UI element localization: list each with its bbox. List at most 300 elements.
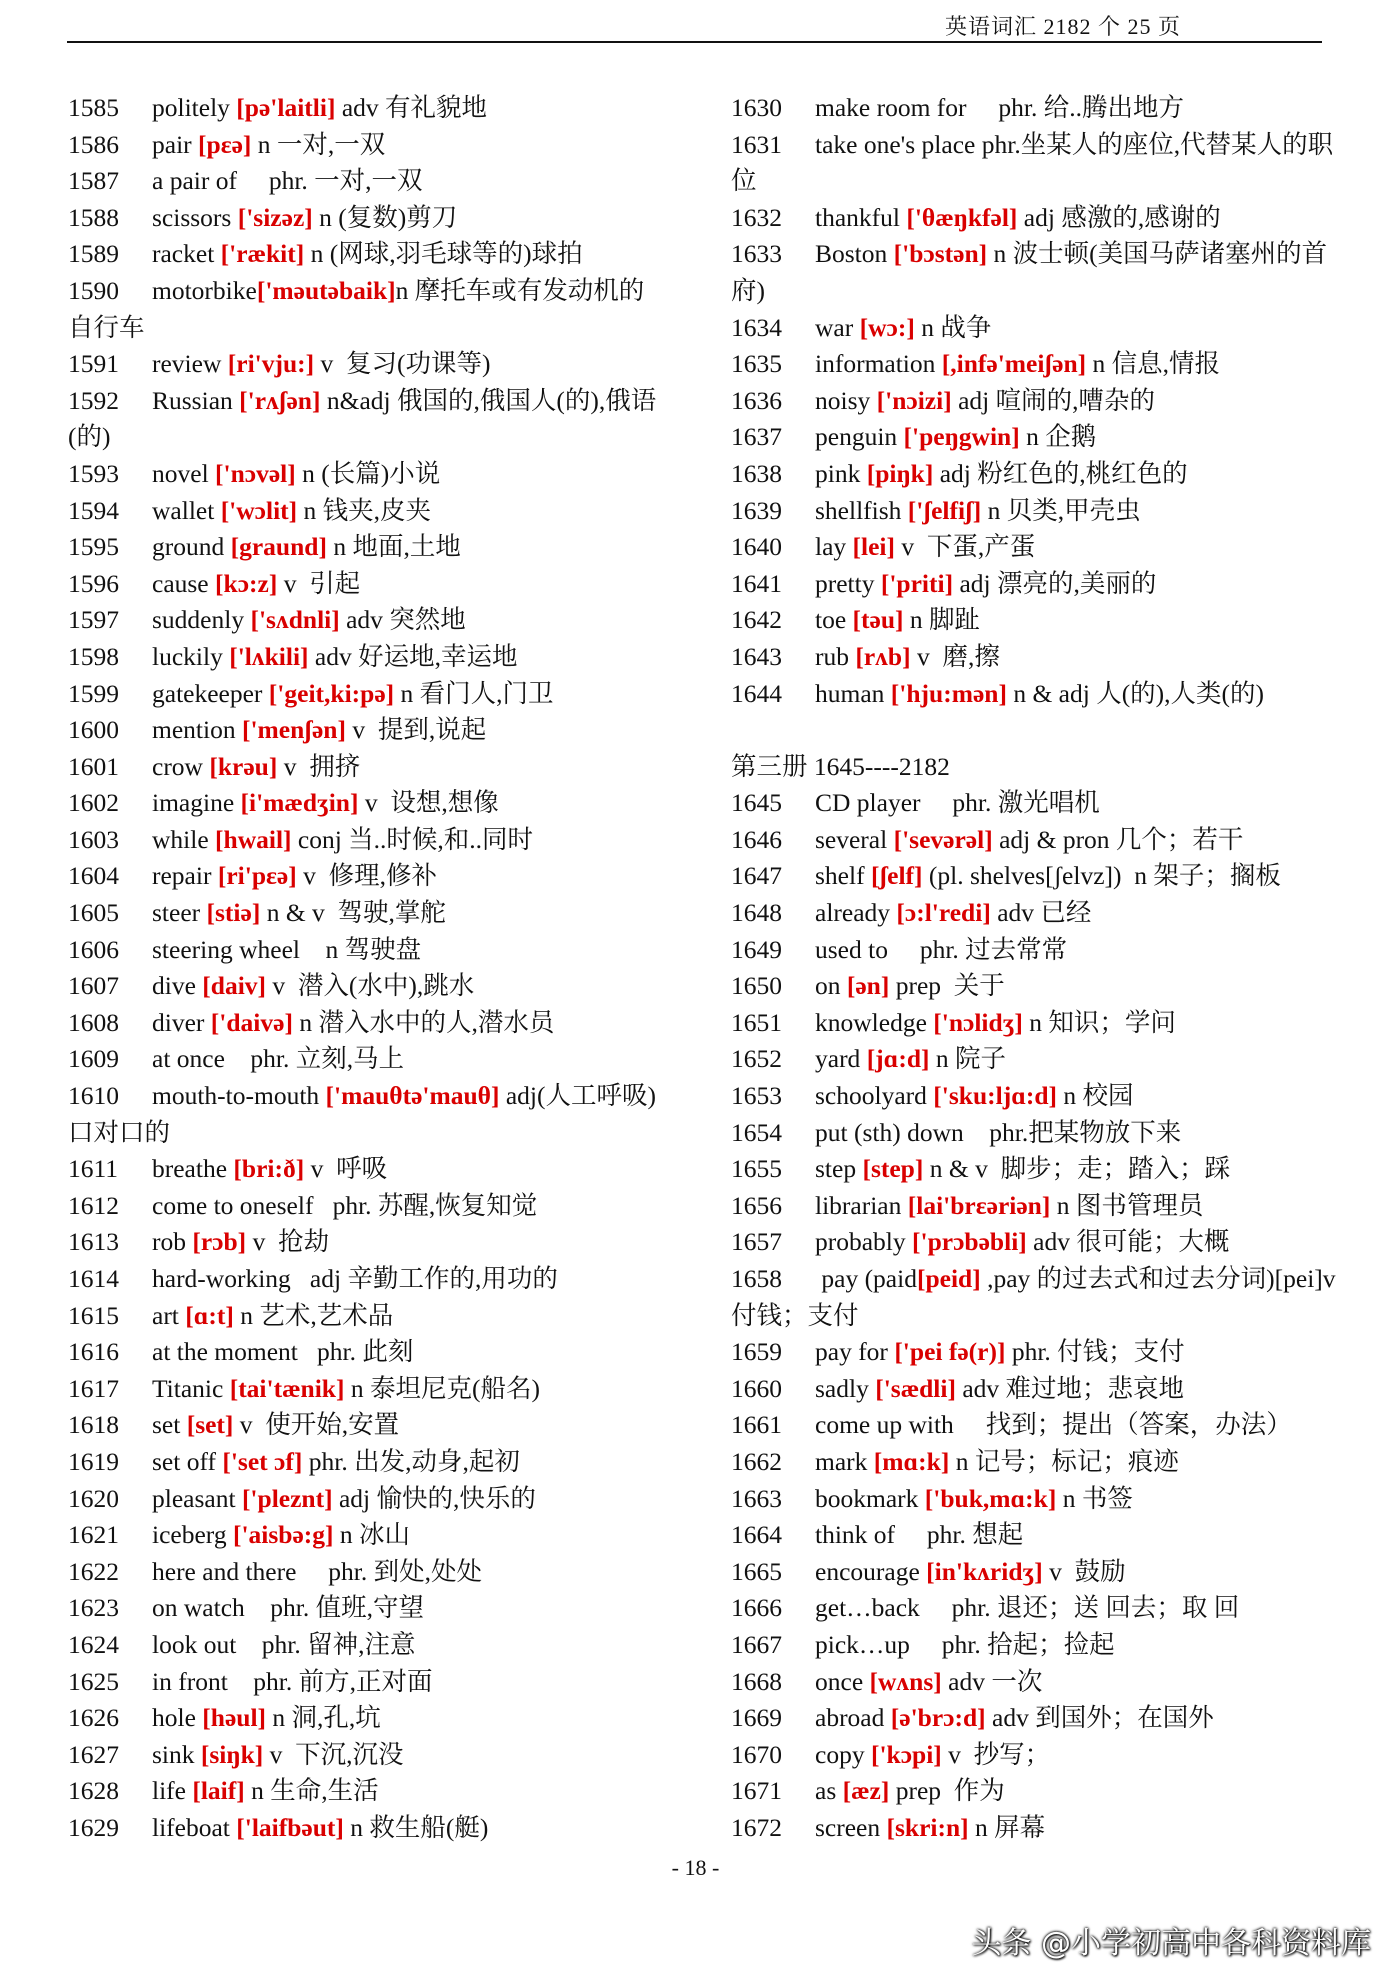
entry-definition: phr. 一对,一双	[268, 166, 423, 196]
entry-phonetic: ['θæŋkfəl]	[906, 202, 1018, 232]
entry-number: 1614	[68, 1264, 119, 1293]
entry-definition: n 洞,孔,坑	[266, 1703, 381, 1733]
vocab-entry	[731, 1700, 1351, 1737]
entry-phonetic: [i'mædʒin]	[240, 788, 359, 818]
entry-definition: n 校园	[1057, 1081, 1134, 1111]
entry-number: 1620	[68, 1483, 119, 1513]
vocab-entry	[731, 1224, 1351, 1261]
entry-definition: n 钱夹,皮夹	[297, 495, 432, 525]
entry-word: iceberg	[152, 1520, 233, 1550]
entry-definition: phr. 拾起；捡起	[941, 1629, 1115, 1659]
entry-word: used to	[815, 934, 920, 964]
entry-definition: n & v 脚步；走；踏入；踩	[923, 1154, 1231, 1184]
entry-definition: adj 感激的,感谢的	[1017, 202, 1221, 232]
entry-word: art	[152, 1300, 186, 1330]
vocab-entry	[731, 1554, 1351, 1591]
entry-definition: v 鼓励	[1042, 1556, 1126, 1586]
entry-word: lay	[815, 532, 853, 562]
entry-definition: v 潜入(水中),跳水	[266, 971, 475, 1001]
entry-phonetic: [ri'pεə]	[217, 861, 297, 891]
vocab-entry	[731, 968, 1351, 1005]
vocab-entry	[731, 1371, 1351, 1408]
entry-number: 1656	[731, 1190, 782, 1220]
entry-definition: adv 到国外；在国外	[985, 1703, 1214, 1733]
vocab-entry	[731, 1151, 1351, 1188]
entry-number: 1640	[731, 532, 782, 562]
entry-definition: phr. 给..腾出地方	[998, 93, 1184, 122]
vocab-entry	[68, 968, 668, 1005]
vocab-entry	[731, 1041, 1351, 1078]
entry-phonetic: [ʃelf]	[870, 861, 923, 891]
entry-definition: prep 作为	[889, 1776, 1005, 1806]
entry-definition: adj & pron 几个；若干	[992, 824, 1244, 854]
entry-number: 1657	[731, 1227, 782, 1257]
entry-number: 1655	[731, 1154, 782, 1184]
vocab-entry	[68, 456, 668, 493]
entry-word: scissors	[152, 202, 238, 232]
entry-phonetic: ['prɔbəbli]	[912, 1227, 1027, 1257]
entry-phonetic: [stiə]	[206, 898, 261, 928]
entry-definition: adv 好运地,幸运地	[308, 641, 518, 671]
vocab-entry	[68, 273, 668, 346]
entry-number: 1665	[731, 1556, 782, 1586]
entry-number: 1634	[731, 312, 782, 342]
entry-word: make room for	[815, 93, 999, 122]
entry-number: 1601	[68, 751, 119, 781]
vocab-entry	[731, 1773, 1351, 1810]
entry-phonetic: [bri:ð]	[233, 1154, 305, 1184]
vocab-entry	[731, 822, 1351, 859]
vocab-entry	[68, 1481, 668, 1518]
entry-number: 1594	[68, 495, 119, 525]
entry-definition: phr. 激光唱机	[952, 788, 1100, 818]
entry-definition: v 抄写；	[941, 1739, 1051, 1769]
entry-number: 1650	[731, 971, 782, 1001]
entry-number: 1633	[731, 239, 782, 269]
entry-number: 1639	[731, 495, 782, 525]
entry-definition: adv 有礼貌地	[335, 93, 488, 122]
entry-word: mark	[815, 1446, 874, 1476]
vocab-entry	[731, 456, 1351, 493]
vocab-entry	[68, 895, 668, 932]
watermark: 头条 @小学初高中各科资料库	[971, 1926, 1371, 1961]
entry-phonetic: [ən]	[846, 971, 890, 1001]
entry-phonetic: [ə'brɔ:d]	[890, 1703, 986, 1733]
entry-definition: n 贝类,甲壳虫	[981, 495, 1141, 525]
vocab-entry	[68, 236, 668, 273]
entry-definition: phr. 付钱；支付	[1005, 1337, 1185, 1367]
entry-number: 1659	[731, 1337, 782, 1367]
entry-number: 1589	[68, 239, 119, 269]
entry-phonetic: [krəu]	[209, 751, 278, 781]
entry-definition: n & v 驾驶,掌舵	[260, 898, 446, 928]
entry-number: 1637	[731, 422, 782, 452]
entry-definition: v 磨,擦	[910, 641, 1000, 671]
entry-definition: n 看门人,门卫	[394, 678, 554, 708]
vocab-entry	[731, 1810, 1351, 1847]
entry-word: racket	[152, 239, 221, 269]
entry-word: sink	[152, 1739, 201, 1769]
entry-number: 1585	[68, 93, 119, 122]
vocab-entry	[731, 1590, 1351, 1627]
entry-phonetic: ['sʌdnli]	[250, 605, 340, 635]
entry-number: 1595	[68, 532, 119, 562]
entry-definition: n 企鹅	[1019, 422, 1097, 452]
vocab-entry	[68, 1737, 668, 1774]
vocab-entry	[68, 822, 668, 859]
entry-phonetic: ['sizəz]	[237, 202, 313, 232]
entry-number: 1590	[68, 275, 119, 305]
entry-number: 1618	[68, 1410, 119, 1440]
entry-number: 1670	[731, 1739, 782, 1769]
entry-word: imagine	[152, 788, 241, 818]
entry-word: lifeboat	[152, 1812, 237, 1842]
vocab-entry	[68, 1261, 668, 1298]
entry-word: Titanic	[152, 1373, 230, 1403]
entry-number: 1609	[68, 1044, 119, 1074]
entry-number: 1651	[731, 1007, 782, 1037]
entry-definition: v 拥挤	[277, 751, 361, 781]
vocab-entry	[731, 127, 1351, 200]
vocab-entry	[731, 1407, 1351, 1444]
entry-word: steer	[152, 898, 207, 928]
entry-phonetic: ['rækit]	[220, 239, 305, 269]
vocab-entry	[68, 383, 668, 456]
entry-word: toe	[815, 605, 853, 635]
entry-number: 1649	[731, 934, 782, 964]
vocab-entry	[68, 1005, 668, 1042]
page-header-title: 英语词汇 2182 个 25 页	[944, 14, 1181, 39]
vocab-entry	[731, 200, 1351, 237]
entry-word: a pair of	[152, 166, 269, 196]
entry-word: mention	[152, 715, 242, 745]
section-gap	[731, 712, 1351, 749]
entry-phonetic: ['priti]	[880, 568, 954, 598]
entry-word: war	[815, 312, 860, 342]
entry-word: hole	[152, 1703, 203, 1733]
vocab-entry	[731, 676, 1351, 713]
entry-phonetic: ['sevərəl]	[893, 824, 993, 854]
entry-word: information	[815, 349, 942, 379]
entry-number: 1604	[68, 861, 119, 891]
entry-definition: adv 突然地	[339, 605, 466, 635]
entry-phonetic: [æz]	[842, 1776, 890, 1806]
vocab-entry	[731, 895, 1351, 932]
vocab-entry	[731, 529, 1351, 566]
entry-number: 1662	[731, 1446, 782, 1476]
entry-number: 1619	[68, 1446, 119, 1476]
vocab-entry	[731, 419, 1351, 456]
entry-word: yard	[815, 1044, 867, 1074]
entry-definition: n 泰坦尼克(船名)	[344, 1373, 540, 1403]
entry-phonetic: [graund]	[230, 532, 327, 562]
vocab-entry	[731, 1664, 1351, 1701]
entry-definition: phr. 值班,守望	[270, 1593, 424, 1623]
entry-definition: v 下蛋,产蛋	[895, 532, 1036, 562]
entry-phonetic: [həul]	[202, 1703, 267, 1733]
entry-number: 1588	[68, 202, 119, 232]
vocab-entry	[68, 1554, 668, 1591]
vocab-entry	[68, 1151, 668, 1188]
vocab-entry	[731, 310, 1351, 347]
vocab-entry	[68, 1407, 668, 1444]
entry-word: schoolyard	[815, 1081, 934, 1111]
entry-phonetic: [pə'laitli]	[236, 93, 336, 122]
entry-word: come to oneself	[152, 1190, 333, 1220]
entry-number: 1631	[731, 129, 782, 159]
entry-word: already	[815, 898, 897, 928]
entry-number: 1629	[68, 1812, 119, 1842]
entry-number: 1668	[731, 1666, 782, 1696]
entry-definition: adv 一次	[941, 1666, 1043, 1696]
entry-number: 1648	[731, 898, 782, 928]
vocab-entry	[68, 493, 668, 530]
entry-phonetic: ['pei fə(r)]	[894, 1337, 1006, 1367]
entry-number: 1607	[68, 971, 119, 1001]
entry-definition: n 院子	[929, 1044, 1007, 1074]
entry-phonetic: [ɑ:t]	[185, 1300, 234, 1330]
entry-number: 1660	[731, 1373, 782, 1403]
entry-definition: n 地面,土地	[326, 532, 461, 562]
entry-word: Boston	[815, 239, 894, 269]
vocab-entry	[68, 1664, 668, 1701]
vocab-entry	[731, 639, 1351, 676]
entry-phonetic: ['sædli]	[875, 1373, 956, 1403]
entry-phonetic: [mɑ:k]	[873, 1446, 950, 1476]
entry-word: on	[815, 971, 847, 1001]
entry-definition: conj 当..时候,和..同时	[291, 824, 534, 854]
entry-number: 1653	[731, 1081, 782, 1111]
entry-number: 1644	[731, 678, 782, 708]
vocab-entry	[68, 602, 668, 639]
entry-word: pair	[152, 129, 199, 159]
entry-definition: n (长篇)小说	[295, 458, 441, 488]
entry-number: 1596	[68, 568, 119, 598]
entry-number: 1605	[68, 898, 119, 928]
entry-number: 1664	[731, 1520, 782, 1550]
entry-definition: phr.把某物放下来	[989, 1117, 1182, 1147]
entry-phonetic: [pεə]	[198, 129, 252, 159]
entry-phonetic: ['hju:mən]	[890, 678, 1007, 708]
entry-word: screen	[815, 1812, 887, 1842]
entry-number: 1642	[731, 605, 782, 635]
entry-number: 1608	[68, 1007, 119, 1037]
entry-phonetic: [,infə'meiʃən]	[941, 349, 1087, 379]
entry-number: 1623	[68, 1593, 119, 1623]
entry-number: 1645	[731, 788, 782, 818]
entry-definition: adv 已经	[990, 898, 1092, 928]
vocab-entry	[68, 163, 668, 200]
entry-number: 1663	[731, 1483, 782, 1513]
entry-number: 1661	[731, 1410, 782, 1440]
entry-phonetic: [daiv]	[202, 971, 267, 1001]
vocab-entry	[731, 1005, 1351, 1042]
entry-definition: phr. 苏醒,恢复知觉	[332, 1190, 538, 1220]
vocab-entry	[68, 1188, 668, 1225]
entry-definition: n 波士顿(美国马萨诸塞州的首府)	[731, 239, 1328, 305]
entry-phonetic: ['daivə]	[210, 1007, 293, 1037]
entry-phonetic: [peid]	[916, 1264, 981, 1293]
vocab-entry	[731, 932, 1351, 969]
vocab-entry	[731, 1627, 1351, 1664]
entry-phonetic: [lei]	[852, 532, 896, 562]
entry-number: 1672	[731, 1812, 782, 1842]
entry-word: steering wheel	[152, 934, 326, 964]
entry-definition: phr. 此刻	[317, 1337, 414, 1367]
entry-definition: n 一对,一双	[251, 129, 386, 159]
entry-phonetic: [step]	[862, 1154, 924, 1184]
entry-definition: phr. 过去常常	[919, 934, 1068, 964]
entry-definition: adj 喧闹的,嘈杂的	[951, 385, 1155, 415]
vocab-entry	[68, 346, 668, 383]
entry-definition: v 提到,说起	[345, 715, 487, 745]
entry-phonetic: [ɔ:l'redi]	[896, 898, 991, 928]
entry-number: 1636	[731, 385, 782, 415]
entry-definition: n&adj 俄国的,俄国人(的),俄语(的)	[68, 385, 657, 452]
vocab-entry	[68, 90, 668, 127]
vocab-entry	[68, 1334, 668, 1371]
entry-word: repair	[152, 861, 218, 891]
vocab-entry	[731, 1261, 1351, 1334]
entry-definition: n 驾驶盘	[325, 934, 422, 964]
entry-number: 1606	[68, 934, 119, 964]
entry-word: on watch	[152, 1593, 271, 1623]
entry-number: 1627	[68, 1739, 119, 1769]
vocab-entry	[68, 749, 668, 786]
entry-definition: n 脚趾	[903, 605, 981, 635]
entry-phonetic: ['geit,ki:pə]	[268, 678, 395, 708]
entry-number: 1613	[68, 1227, 119, 1257]
vocab-entry	[731, 602, 1351, 639]
entry-word: crow	[152, 751, 210, 781]
entry-phonetic: [jɑ:d]	[866, 1044, 930, 1074]
entry-word: rub	[815, 641, 856, 671]
entry-number: 1612	[68, 1190, 119, 1220]
vocab-entry	[731, 1444, 1351, 1481]
entry-word: look out	[152, 1629, 262, 1659]
entry-phonetic: [təu]	[852, 605, 904, 635]
vocab-entry	[731, 1334, 1351, 1371]
entry-phonetic: ['pleznt]	[241, 1483, 333, 1513]
page-number: - 18 -	[671, 1855, 720, 1880]
entry-phonetic: [rɔb]	[192, 1227, 247, 1257]
entry-number: 1643	[731, 641, 782, 671]
entry-phonetic: ['lʌkili]	[229, 641, 309, 671]
entry-phonetic: [piŋk]	[866, 458, 934, 488]
section-heading: 第三册 1645----2182	[731, 751, 950, 781]
entry-number: 1587	[68, 166, 119, 196]
entry-number: 1622	[68, 1556, 119, 1586]
entry-word: shellfish	[815, 495, 908, 525]
entry-definition: phr. 出发,动身,起初	[302, 1446, 520, 1476]
entry-word: luckily	[152, 641, 230, 671]
entry-word: in front	[152, 1666, 254, 1696]
entry-word: pretty	[815, 568, 881, 598]
entry-number: 1599	[68, 678, 119, 708]
entry-phonetic: ['nɔizi]	[876, 385, 952, 415]
entry-number: 1647	[731, 861, 782, 891]
entry-definition: v 下沉,沉没	[263, 1739, 404, 1769]
vocab-entry	[68, 1041, 668, 1078]
entry-word: put (sth) down	[815, 1117, 990, 1147]
entry-word: novel	[152, 458, 216, 488]
entry-definition: adj 粉红色的,桃红色的	[933, 458, 1188, 488]
vocab-entry	[731, 493, 1351, 530]
entry-number: 1611	[68, 1154, 119, 1184]
entry-word: wallet	[152, 495, 221, 525]
entry-number: 1638	[731, 458, 782, 488]
entry-word: at once	[152, 1044, 251, 1074]
entry-definition: phr. 前方,正对面	[253, 1666, 433, 1696]
entry-word: come up with	[815, 1410, 986, 1440]
entry-definition: n 艺术,艺术品	[233, 1300, 394, 1330]
entry-word: breathe	[152, 1154, 234, 1184]
entry-definition: n 书签	[1056, 1483, 1133, 1513]
vocab-entry	[68, 127, 668, 164]
vocab-entry	[731, 858, 1351, 895]
entry-phonetic: ['kɔpi]	[870, 1739, 942, 1769]
entry-word: as	[815, 1776, 843, 1806]
entry-number: 1624	[68, 1629, 119, 1659]
entry-word: Russian	[152, 385, 240, 415]
entry-definition: n 记号；标记；痕迹	[949, 1446, 1179, 1476]
vocab-entry	[68, 1298, 668, 1335]
entry-word: pleasant	[152, 1483, 242, 1513]
vocab-entry	[731, 1481, 1351, 1518]
entry-phonetic: ['laifbəut]	[236, 1812, 344, 1842]
entry-word: here and there	[152, 1556, 329, 1586]
entry-number: 1610	[68, 1081, 119, 1111]
vocab-column-right	[731, 90, 1351, 1847]
entry-definition: adj 愉快的,快乐的	[332, 1483, 536, 1513]
entry-phonetic: ['rʌʃən]	[239, 385, 321, 415]
entry-number: 1626	[68, 1703, 119, 1733]
entry-word: penguin	[815, 422, 904, 452]
entry-word: take one's place	[815, 129, 982, 159]
entry-definition: n 生命,生活	[244, 1776, 379, 1806]
entry-phonetic: [tai'tænik]	[229, 1373, 345, 1403]
entry-phonetic: ['sku:ljɑ:d]	[933, 1081, 1058, 1111]
entry-phonetic: [wɔ:]	[859, 312, 915, 342]
entry-number: 1603	[68, 824, 119, 854]
entry-word: at the moment	[152, 1337, 318, 1367]
entry-definition: v 抢劫	[246, 1227, 330, 1257]
entry-definition: adv 很可能；大概	[1026, 1227, 1230, 1257]
entry-definition: v 设想,想像	[358, 788, 499, 818]
vocab-entry	[68, 1700, 668, 1737]
entry-definition: n 潜入水中的人,潜水员	[292, 1007, 555, 1037]
vocab-entry	[731, 1737, 1351, 1774]
entry-definition: phr. 想起	[926, 1520, 1024, 1550]
entry-definition: adv 难过地；悲哀地	[955, 1373, 1185, 1403]
entry-phonetic: ['aisbə:g]	[232, 1520, 334, 1550]
entry-word: diver	[152, 1007, 211, 1037]
entry-phonetic: ['menʃən]	[241, 715, 346, 745]
entry-definition: v 呼吸	[304, 1154, 388, 1184]
vocab-entry	[731, 236, 1351, 309]
entry-word: rob	[152, 1227, 193, 1257]
entry-phonetic: ['nɔlidʒ]	[933, 1007, 1023, 1037]
entry-word: probably	[815, 1227, 913, 1257]
entry-definition: adj 漂亮的,美丽的	[953, 568, 1157, 598]
entry-number: 1658	[731, 1264, 782, 1293]
entry-definition: v 引起	[277, 568, 361, 598]
entry-word: sadly	[815, 1373, 876, 1403]
entry-definition: v 复习(功课等)	[314, 349, 491, 379]
entry-phonetic: ['məutəbaik]	[256, 275, 396, 305]
entry-definition: v 修理,修补	[296, 861, 437, 891]
entry-definition: n 冰山	[333, 1520, 411, 1550]
